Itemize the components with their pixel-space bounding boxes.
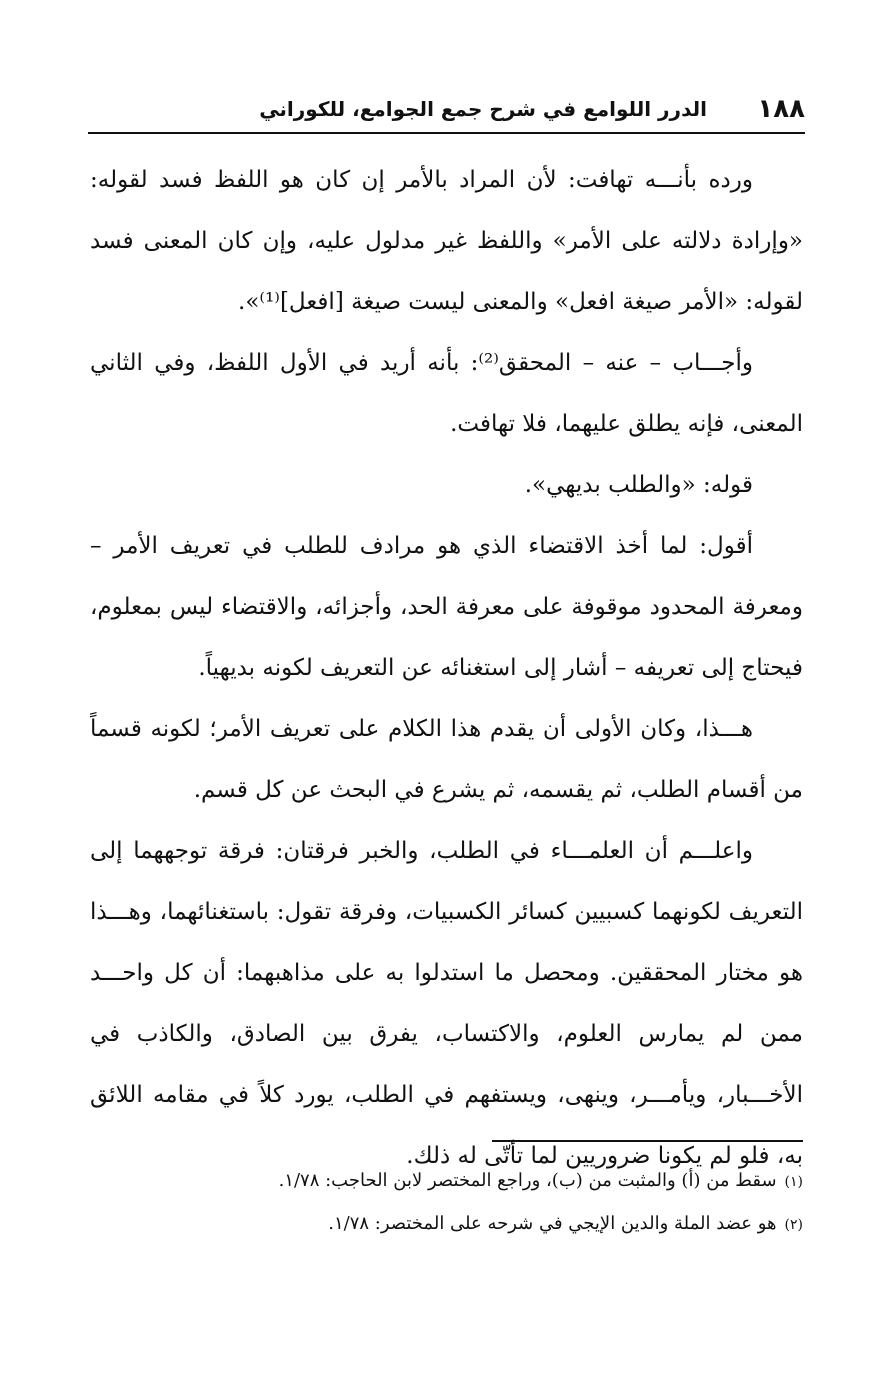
main-text [90,150,803,1187]
paragraph: واعلـــم أن العلمـــاء في الطلب، والخبر فرقتان: فرقة توجههما إلى التعريف لكونهما كسبيين كسائر الكسبيات، وفرقة تقول: باستغنائهما، وهـــذا هو مختار المحققين. ومحصل ما استدلوا به على مذاهبهما: أن كل واحـــد ممن لم يمارس العلوم، والاكتساب، يفرق بين الصادق، والكاذب في الأخـــبار، ويأمـــر، وينهى، ويستفهم في الطلب، يورد كلاً في مقامه اللائق به، فلو لم يكونا ضروريين لما تأتّى له ذلك. [90,838,803,1169]
footnote-item [150,1160,803,1203]
page-header [88,92,805,132]
paragraph: ورده بأنـــه تهافت: لأن المراد بالأمر إن كان هو اللفظ فسد لقوله: «وإرادة دلالته على الأمر» واللفظ غير مدلول عليه، وإن كان المعنى فسد لقوله: «الأمر صيغة افعل» والمعنى ليست صيغة [افعل]⁽¹⁾». [90,167,803,315]
header-rule [88,132,805,134]
paragraph: هـــذا، وكان الأولى أن يقدم هذا الكلام على تعريف الأمر؛ لكونه قسماً من أقسام الطلب، ثم يقسمه، ثم يشرع في البحث عن كل قسم. [90,716,803,803]
footnote-text: هو عضد الملة والدين الإيجي في شرحه على المختصر: ١/٧٨. [328,1213,777,1234]
paragraph: قوله: «والطلب بديهي». [524,472,753,498]
paragraph: وأجـــاب – عنه – المحقق⁽²⁾: بأنه أريد في الأول اللفظ، وفي الثاني المعنى، فإنه يطلق عليهما، فلا تهافت. [90,350,803,437]
footnote-mark: (٢) [784,1217,803,1233]
page-number: ١٨٨ [757,94,805,124]
footnote-rule [492,1140,803,1142]
footnotes [150,1160,803,1246]
paragraph: أقول: لما أخذ الاقتضاء الذي هو مرادف للطلب في تعريف الأمر – ومعرفة المحدود موقوفة على معرفة الحد، وأجزائه، والاقتضاء ليس بمعلوم، فيحتاج إلى تعريفه – أشار إلى استغنائه عن التعريف لكونه بديهياً. [90,533,803,681]
running-title: الدرر اللوامع في شرح جمع الجوامع، للكوراني [259,97,707,121]
footnote-mark: (١) [784,1174,803,1190]
footnote-text: سقط من (أ) والمثبت من (ب)، وراجع المختصر لابن الحاجب: ١/٧٨. [278,1170,777,1191]
footnote-item [150,1203,803,1246]
